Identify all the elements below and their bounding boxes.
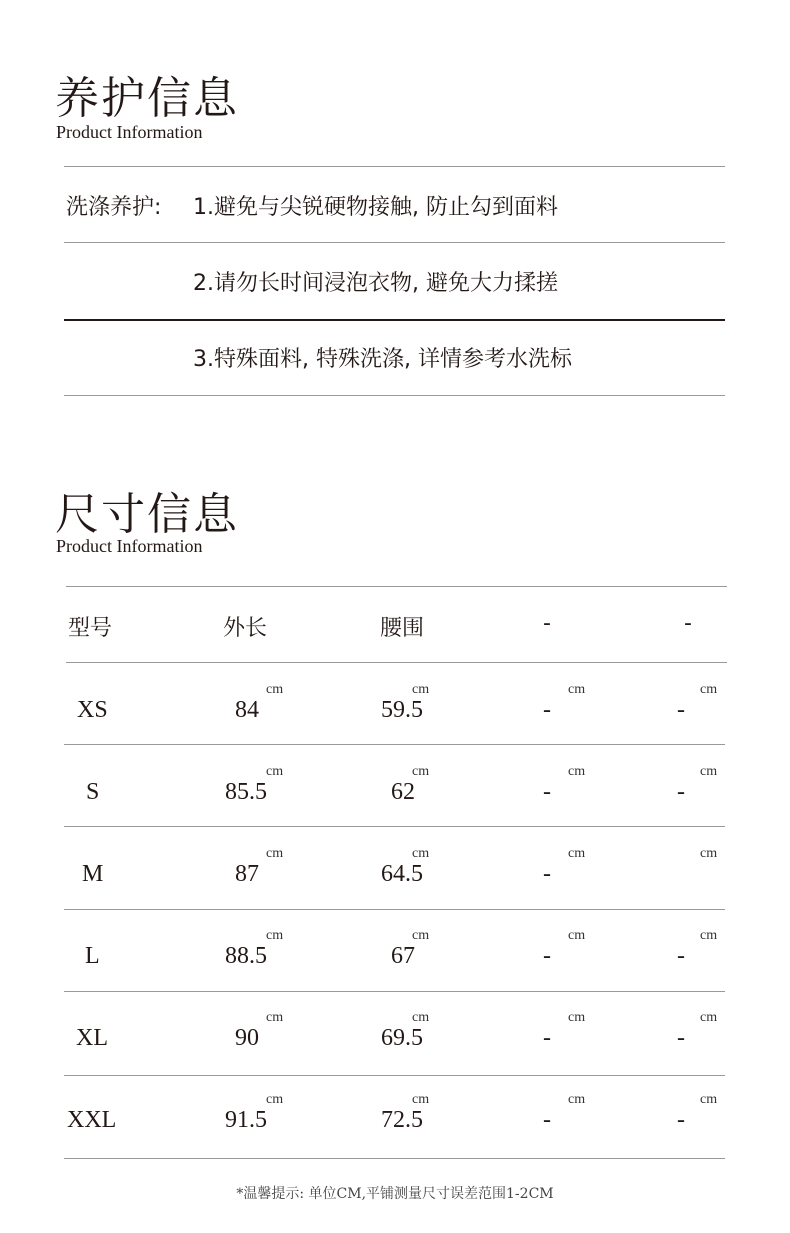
size-cell: XL — [76, 1025, 108, 1051]
unit-label: cm — [266, 1010, 284, 1025]
size-subtitle: Product Information — [56, 536, 203, 556]
care-line-2: 2.请勿长时间浸泡衣物, 避免大力揉搓 — [193, 271, 558, 296]
care-subtitle: Product Information — [56, 122, 203, 142]
table-top-rule — [66, 586, 727, 587]
waist-cell: 59.5 — [381, 697, 423, 723]
header-size: 型号 — [68, 616, 113, 641]
header-waist: 腰围 — [380, 616, 425, 641]
unit-label: cm — [412, 1092, 430, 1107]
size-cell: S — [86, 779, 100, 805]
col5-cell: - — [677, 779, 685, 805]
size-cell: M — [82, 861, 104, 887]
waist-cell: 64.5 — [381, 861, 423, 887]
size-cell: XXL — [67, 1107, 117, 1133]
col5-cell: - — [677, 697, 685, 723]
unit-label: cm — [700, 682, 718, 697]
unit-label: cm — [568, 764, 586, 779]
col4-cell: - — [543, 1025, 551, 1051]
divider — [64, 395, 725, 396]
length-cell: 90 — [235, 1025, 259, 1051]
divider — [66, 662, 727, 663]
unit-label: cm — [568, 846, 586, 861]
care-title: 养护信息 — [55, 73, 239, 124]
length-cell: 85.5 — [225, 779, 267, 805]
divider — [64, 166, 725, 167]
col4-cell: - — [543, 943, 551, 969]
col4-cell: - — [543, 779, 551, 805]
divider — [64, 826, 725, 827]
col5-cell: - — [677, 1025, 685, 1051]
length-cell: 87 — [235, 861, 259, 887]
size-title: 尺寸信息 — [55, 489, 239, 540]
divider — [64, 909, 725, 910]
divider — [64, 242, 725, 243]
size-cell: L — [85, 943, 100, 969]
size-note: *温馨提示: 单位CM,平铺测量尺寸误差范围1-2CM — [236, 1186, 554, 1202]
unit-label: cm — [568, 682, 586, 697]
length-cell: 91.5 — [225, 1107, 267, 1133]
unit-label: cm — [266, 1092, 284, 1107]
unit-label: cm — [568, 1010, 586, 1025]
unit-label: cm — [700, 928, 718, 943]
unit-label: cm — [568, 928, 586, 943]
unit-label: cm — [700, 764, 718, 779]
length-cell: 88.5 — [225, 943, 267, 969]
unit-label: cm — [266, 764, 284, 779]
care-line-1: 1.避免与尖锐硬物接触, 防止勾到面料 — [193, 195, 558, 220]
unit-label: cm — [266, 682, 284, 697]
unit-label: cm — [266, 846, 284, 861]
divider — [64, 991, 725, 992]
length-cell: 84 — [235, 697, 259, 723]
col4-cell: - — [543, 1107, 551, 1133]
unit-label: cm — [412, 1010, 430, 1025]
unit-label: cm — [700, 1092, 718, 1107]
unit-label: cm — [700, 846, 718, 861]
unit-label: cm — [700, 1010, 718, 1025]
col5-cell: - — [677, 943, 685, 969]
unit-label: cm — [266, 928, 284, 943]
unit-label: cm — [568, 1092, 586, 1107]
divider — [64, 744, 725, 745]
waist-cell: 67 — [391, 943, 415, 969]
col4-cell: - — [543, 861, 551, 887]
unit-label: cm — [412, 682, 430, 697]
unit-label: cm — [412, 928, 430, 943]
size-cell: XS — [77, 697, 108, 723]
header-col4: - — [543, 611, 551, 636]
divider — [64, 319, 725, 321]
care-label: 洗涤养护: — [66, 195, 162, 220]
header-length: 外长 — [223, 616, 268, 641]
waist-cell: 69.5 — [381, 1025, 423, 1051]
unit-label: cm — [412, 764, 430, 779]
divider — [64, 1075, 725, 1076]
col4-cell: - — [543, 697, 551, 723]
waist-cell: 62 — [391, 779, 415, 805]
waist-cell: 72.5 — [381, 1107, 423, 1133]
unit-label: cm — [412, 846, 430, 861]
care-line-3: 3.特殊面料, 特殊洗涤, 详情参考水洗标 — [193, 347, 572, 372]
divider — [64, 1158, 725, 1159]
header-col5: - — [684, 611, 692, 636]
col5-cell: - — [677, 1107, 685, 1133]
